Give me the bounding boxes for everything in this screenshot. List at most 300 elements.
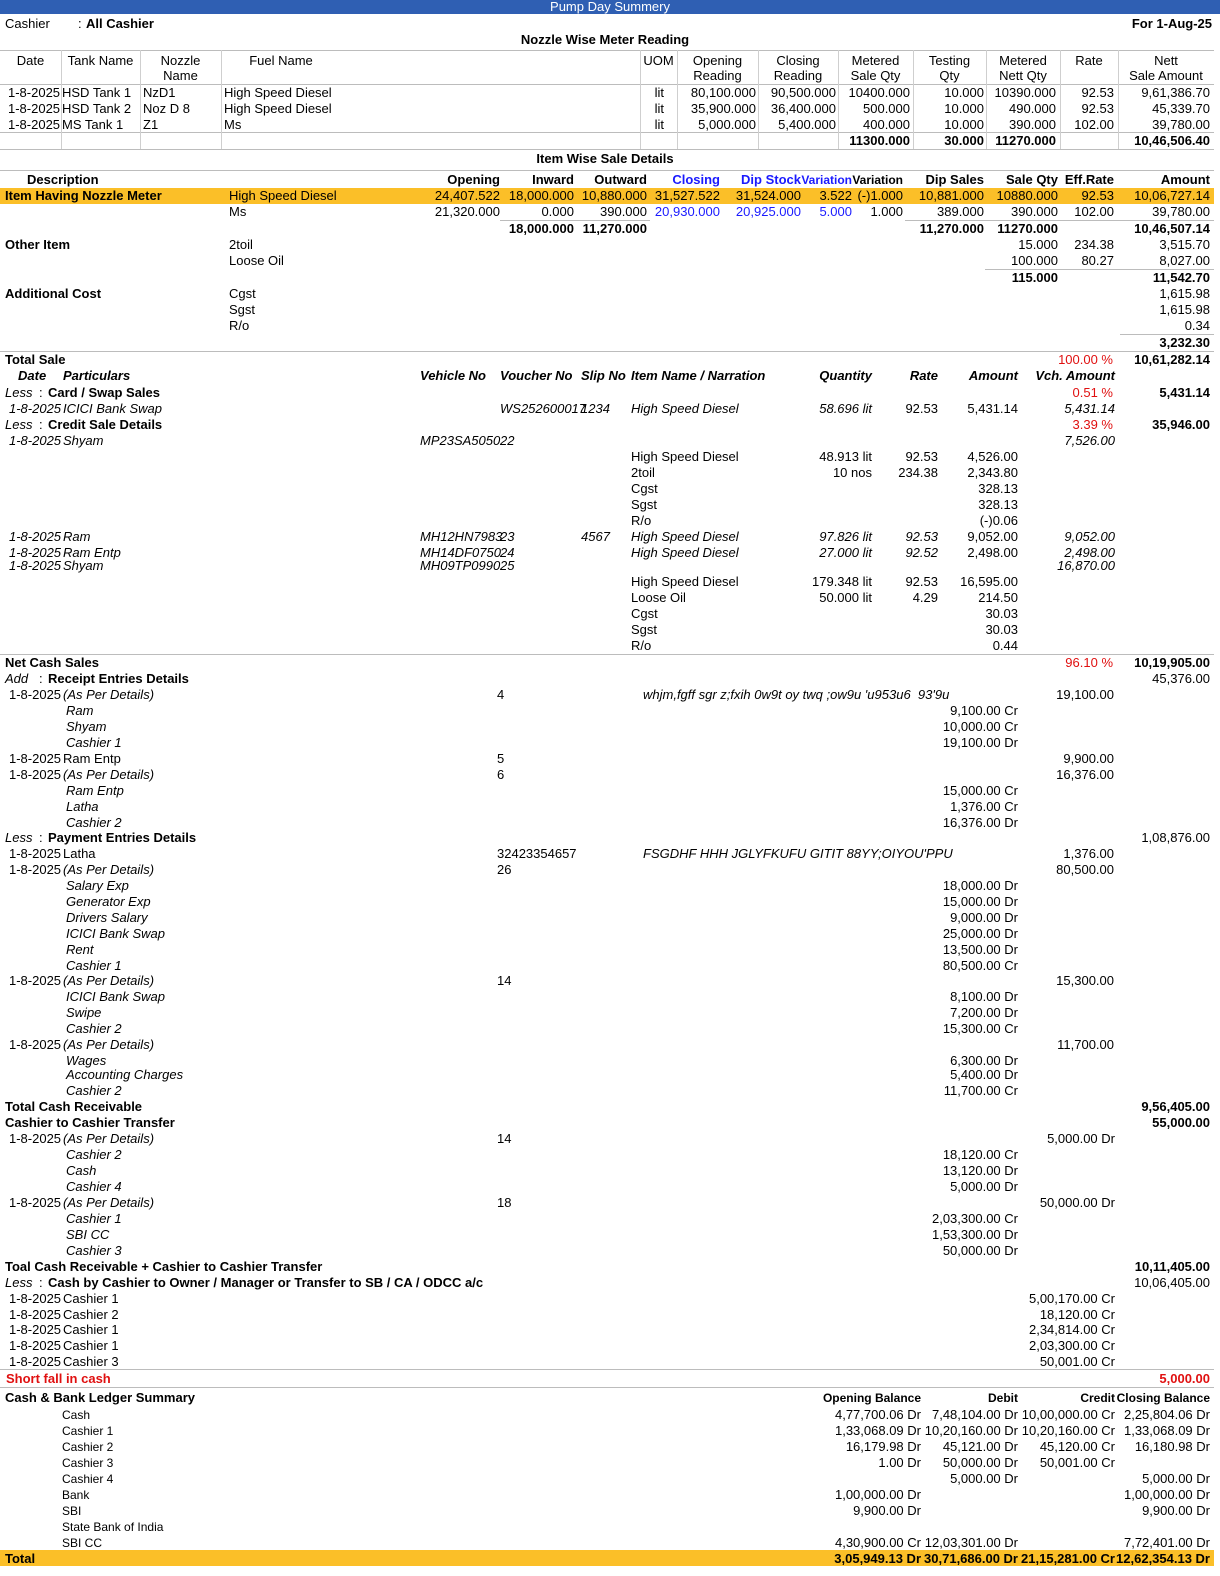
txt: 19,100.00 Dr xyxy=(942,735,1018,750)
nozzle-header: Name xyxy=(163,68,198,83)
txt: 92.52 xyxy=(905,545,938,560)
txt: 214.50 xyxy=(978,590,1018,605)
txt: High Speed Diesel xyxy=(631,401,739,416)
txt: 92.53 xyxy=(905,574,938,589)
txt: 24 xyxy=(500,545,515,560)
txt: 5,431.14 xyxy=(1159,385,1210,400)
txt: 0.44 xyxy=(992,638,1018,653)
txt: Vehicle No xyxy=(420,368,486,383)
nozzle-cell: 400.000 xyxy=(863,117,910,132)
item-cell: (-)1.000 xyxy=(857,188,903,203)
txt: 18,120.00 Cr xyxy=(942,1147,1018,1162)
nozzle-total: 11270.000 xyxy=(995,133,1056,148)
txt: 100.00 % xyxy=(1058,352,1113,367)
txt: 23 xyxy=(500,529,515,544)
txt: 27.000 lit xyxy=(819,545,872,560)
nozzle-total: 10,46,506.40 xyxy=(1134,133,1210,148)
txt: 13,120.00 Dr xyxy=(942,1163,1018,1178)
txt: Cgst xyxy=(631,481,658,496)
item-cell: 8,027.00 xyxy=(1159,253,1210,268)
txt: Amount xyxy=(968,368,1018,383)
txt: 1-8-2025 xyxy=(9,1131,62,1146)
nozzle-header: Reading xyxy=(693,68,742,83)
txt: 1,00,000.00 Dr xyxy=(834,1487,921,1502)
item-total: 11270.000 xyxy=(997,221,1058,236)
txt: 11,700.00 Cr xyxy=(943,1083,1018,1098)
item-section-title: Item Wise Sale Details xyxy=(536,151,674,166)
txt: Quantity xyxy=(819,368,872,383)
txt: 1,08,876.00 xyxy=(1141,830,1210,845)
txt: : xyxy=(39,385,43,400)
txt: Opening Balance xyxy=(822,1391,921,1405)
txt: 1,376.00 Cr xyxy=(950,799,1018,814)
txt: whjm,fgff sgr z;fxih 0w9t oy twq ;ow9u 'u953u6 93'9u xyxy=(643,687,950,702)
txt: 9,900.00 Dr xyxy=(853,1503,921,1518)
nozzle-cell: lit xyxy=(654,101,664,116)
txt: Short fall in cash xyxy=(6,1371,111,1386)
txt: 11,700.00 xyxy=(1057,1037,1114,1052)
nozzle-cell: 390.000 xyxy=(1009,117,1056,132)
txt: Sgst xyxy=(631,497,658,512)
txt: Cashier 3 xyxy=(63,1354,119,1369)
txt: 16,595.00 xyxy=(960,574,1018,589)
txt: 16,870.00 xyxy=(1057,558,1115,573)
txt: 1-8-2025 xyxy=(9,767,62,782)
nozzle-header: Metered xyxy=(999,53,1047,68)
txt: Cashier 1 xyxy=(66,1211,122,1226)
item-cell: 390.000 xyxy=(1011,204,1058,219)
nozzle-cell: Z1 xyxy=(143,117,159,132)
item-cell: 92.53 xyxy=(1081,188,1114,203)
txt: Latha xyxy=(63,846,96,861)
nozzle-cell: 1-8-2025 xyxy=(8,85,61,100)
txt: Accounting Charges xyxy=(66,1067,184,1082)
txt: 1-8-2025 xyxy=(9,1354,62,1369)
item-cell: Item Having Nozzle Meter xyxy=(5,188,162,203)
nozzle-cell: 102.00 xyxy=(1074,117,1114,132)
txt: Ram Entp xyxy=(63,545,121,560)
txt: 179.348 lit xyxy=(812,574,872,589)
txt: : xyxy=(39,671,43,686)
txt: 45,120.00 Cr xyxy=(1039,1439,1115,1454)
txt: Ram xyxy=(66,703,94,718)
txt: 18 xyxy=(497,1195,512,1210)
txt: Cashier 2 xyxy=(63,1307,119,1322)
nozzle-cell: High Speed Diesel xyxy=(224,85,332,100)
txt: 1-8-2025 xyxy=(9,862,62,877)
txt: 1-8-2025 xyxy=(9,1338,62,1353)
txt: 50,001.00 Cr xyxy=(1039,1354,1115,1369)
txt: (As Per Details) xyxy=(63,862,155,877)
nozzle-cell: lit xyxy=(654,117,664,132)
txt: FSGDHF HHH JGLYFKUFU GITIT 88YY;OIYOU'PPU xyxy=(643,846,953,861)
txt: Payment Entries Details xyxy=(48,830,197,845)
nozzle-header: Sale Amount xyxy=(1129,68,1203,83)
txt: Salary Exp xyxy=(66,878,129,893)
nozzle-cell: 10400.000 xyxy=(848,85,910,100)
txt: Cgst xyxy=(631,606,658,621)
txt: 58.696 lit xyxy=(819,401,872,416)
txt: SBI CC xyxy=(66,1227,110,1242)
txt: 92.53 xyxy=(905,401,938,416)
txt: SBI xyxy=(62,1504,82,1518)
txt: Cashier 4 xyxy=(62,1472,114,1486)
txt: 50.000 lit xyxy=(819,590,872,605)
txt: 25 xyxy=(500,558,515,573)
txt: 4 xyxy=(497,687,505,702)
txt: Cash xyxy=(66,1163,97,1178)
nozzle-section-title: Nozzle Wise Meter Reading xyxy=(520,32,690,47)
item-header: Variation xyxy=(852,173,903,187)
txt: 10,19,905.00 xyxy=(1134,655,1210,670)
txt: Less xyxy=(5,417,33,432)
txt: 35,946.00 xyxy=(1152,417,1210,432)
txt: 9,900.00 xyxy=(1063,751,1114,766)
txt: 19,100.00 xyxy=(1056,687,1114,702)
nozzle-total: 11300.000 xyxy=(849,133,910,148)
txt: Cashier 3 xyxy=(66,1243,122,1258)
nozzle-header: Opening xyxy=(692,53,743,68)
txt: 80,500.00 xyxy=(1056,862,1114,877)
additional-cost-label: Additional Cost xyxy=(5,286,102,301)
item-cell: 31,524.000 xyxy=(735,188,801,203)
nozzle-cell: 5,400.000 xyxy=(778,117,836,132)
txt: 1-8-2025 xyxy=(9,687,62,702)
item-header: Eff.Rate xyxy=(1064,172,1114,187)
txt: 1,33,068.09 Dr xyxy=(834,1423,921,1438)
txt: 15,300.00 xyxy=(1056,973,1114,988)
txt: High Speed Diesel xyxy=(631,545,739,560)
txt: 10,00,000.00 Cr xyxy=(1021,1407,1115,1422)
nozzle-header: Date xyxy=(16,53,45,68)
txt: 10 nos xyxy=(832,465,872,480)
txt: 45,121.00 Dr xyxy=(942,1439,1018,1454)
item-header: Opening xyxy=(447,172,500,187)
item-cell: 1,615.98 xyxy=(1159,302,1210,317)
txt: Cashier 2 xyxy=(66,1021,122,1036)
item-cell: 102.00 xyxy=(1074,204,1114,219)
item-header: Sale Qty xyxy=(1005,172,1058,187)
txt: 4.29 xyxy=(912,590,938,605)
txt: MH09TP0990 xyxy=(420,558,501,573)
txt: 16,179.98 Dr xyxy=(845,1439,921,1454)
txt: 25,000.00 Dr xyxy=(942,926,1018,941)
item-cell: 0.34 xyxy=(1184,318,1210,333)
txt: Cash xyxy=(62,1408,91,1422)
txt: 1-8-2025 xyxy=(9,846,62,861)
txt: (As Per Details) xyxy=(63,1195,155,1210)
txt: 10,20,160.00 Cr xyxy=(1021,1423,1115,1438)
item-header: Description xyxy=(27,172,99,187)
txt: High Speed Diesel xyxy=(631,449,739,464)
txt: Cashier 2 xyxy=(66,815,122,830)
nozzle-header: Testing xyxy=(928,53,971,68)
item-header: Inward xyxy=(532,172,574,187)
nozzle-header: Nozzle xyxy=(160,53,201,68)
txt: ICICI Bank Swap xyxy=(66,926,165,941)
item-cell: 100.000 xyxy=(1011,253,1058,268)
txt: R/o xyxy=(631,638,652,653)
txt: Ram Entp xyxy=(66,783,124,798)
txt: 2,343.80 xyxy=(967,465,1018,480)
txt: 16,376.00 Dr xyxy=(942,815,1018,830)
txt: MH14DF0750 xyxy=(420,545,501,560)
txt: 15,300.00 Cr xyxy=(942,1021,1018,1036)
txt: 55,000.00 xyxy=(1152,1115,1210,1130)
rule xyxy=(0,1387,1214,1388)
txt: Voucher No xyxy=(500,368,573,383)
txt: 1,33,068.09 Dr xyxy=(1123,1423,1210,1438)
item-cell: R/o xyxy=(229,318,250,333)
txt: 5,000.00 Dr xyxy=(950,1179,1018,1194)
nozzle-cell: lit xyxy=(654,85,664,100)
item-cell: Cgst xyxy=(229,286,256,301)
report-date: For 1-Aug-25 xyxy=(1131,16,1212,31)
txt: 10,11,405.00 xyxy=(1134,1259,1210,1274)
item-header: Outward xyxy=(594,172,647,187)
txt: 5,000.00 Dr xyxy=(1047,1131,1115,1146)
txt: Credit xyxy=(1080,1391,1115,1405)
nozzle-cell: 10.000 xyxy=(944,85,984,100)
txt: (As Per Details) xyxy=(63,973,155,988)
txt: Receipt Entries Details xyxy=(48,671,189,686)
item-cell: High Speed Diesel xyxy=(229,188,337,203)
nozzle-header: Sale Qty xyxy=(850,68,901,83)
txt: 4,526.00 xyxy=(967,449,1018,464)
txt: Shyam xyxy=(66,719,107,734)
txt: 1-8-2025 xyxy=(9,1195,62,1210)
nozzle-cell: 500.000 xyxy=(863,101,910,116)
nozzle-cell: 90,500.000 xyxy=(770,85,836,100)
txt: 6,300.00 Dr xyxy=(950,1053,1018,1068)
txt: Add xyxy=(5,671,29,686)
txt: 5,000.00 Dr xyxy=(950,1471,1018,1486)
txt: 328.13 xyxy=(978,481,1018,496)
item-cell: 21,320.000 xyxy=(434,204,500,219)
rule xyxy=(0,170,1214,171)
txt: Drivers Salary xyxy=(66,910,148,925)
txt: High Speed Diesel xyxy=(631,574,739,589)
item-cell: 80.27 xyxy=(1081,253,1114,268)
item-header: Dip Sales xyxy=(925,172,984,187)
txt: 1-8-2025 xyxy=(9,1037,62,1052)
txt: Total xyxy=(5,1551,36,1566)
txt: 96.10 % xyxy=(1065,655,1113,670)
txt: Rate xyxy=(909,368,938,383)
txt: Total Cash Receivable xyxy=(5,1099,143,1114)
nozzle-cell: 10.000 xyxy=(944,101,984,116)
txt: 5,431.14 xyxy=(1064,401,1115,416)
txt: 92.53 xyxy=(905,529,938,544)
txt: Loose Oil xyxy=(631,590,686,605)
item-cell: 39,780.00 xyxy=(1152,204,1210,219)
cashier-label: Cashier xyxy=(5,16,50,31)
item-cell: 1.000 xyxy=(870,204,903,219)
item-cell: 2toil xyxy=(229,237,253,252)
item-cell: 389.000 xyxy=(937,204,984,219)
txt: Generator Exp xyxy=(66,894,151,909)
txt: 1-8-2025 xyxy=(9,545,62,560)
item-cell: 10880.000 xyxy=(996,188,1058,203)
item-cell: Sgst xyxy=(229,302,256,317)
other-item-label: Other Item xyxy=(5,237,71,252)
txt: Cashier 1 xyxy=(63,1291,119,1306)
txt: 5,431.14 xyxy=(967,401,1018,416)
txt: Ram Entp xyxy=(63,751,121,766)
txt: : xyxy=(39,417,43,432)
nozzle-cell: 92.53 xyxy=(1081,85,1114,100)
nozzle-total: 30.000 xyxy=(944,133,984,148)
txt: 1-8-2025 xyxy=(9,973,62,988)
txt: (As Per Details) xyxy=(63,687,155,702)
txt: Closing Balance xyxy=(1116,1391,1210,1405)
nozzle-cell: 80,100.000 xyxy=(690,85,756,100)
txt: 9,900.00 Dr xyxy=(1142,1503,1210,1518)
item-cell: 24,407.522 xyxy=(434,188,500,203)
item-cell: 31,527.522 xyxy=(654,188,720,203)
txt: 30.03 xyxy=(985,622,1018,637)
txt: 21,15,281.00 Cr xyxy=(1021,1551,1115,1566)
txt: 1.00 Dr xyxy=(878,1455,921,1470)
txt: 4,30,900.00 Cr xyxy=(834,1535,921,1550)
txt: MP23SA5050 xyxy=(420,433,501,448)
nozzle-cell: NzD1 xyxy=(143,85,176,100)
txt: (As Per Details) xyxy=(63,767,155,782)
txt: Net Cash Sales xyxy=(5,655,99,670)
txt: Latha xyxy=(66,799,99,814)
report-title: Pump Day Summery xyxy=(550,0,670,14)
txt: Cashier 1 xyxy=(66,958,122,973)
item-cell: 5.000 xyxy=(819,204,852,219)
txt: 9,56,405.00 xyxy=(1141,1099,1210,1114)
txt: Swipe xyxy=(66,1005,102,1020)
txt: MH12HN7983 xyxy=(420,529,503,544)
nozzle-cell: 35,900.000 xyxy=(690,101,756,116)
item-header: Amount xyxy=(1160,172,1210,187)
txt: 6 xyxy=(497,767,505,782)
nozzle-cell: HSD Tank 1 xyxy=(62,85,132,100)
txt: 22 xyxy=(500,433,515,448)
txt: Rent xyxy=(66,942,94,957)
txt: 1,00,000.00 Dr xyxy=(1123,1487,1210,1502)
item-cell: 1,615.98 xyxy=(1159,286,1210,301)
item-total: 11,270.000 xyxy=(919,221,984,236)
txt: 5,000.00 xyxy=(1159,1371,1210,1386)
txt: 0.51 % xyxy=(1072,385,1113,400)
txt: 15,000.00 Dr xyxy=(942,894,1018,909)
txt: : xyxy=(39,1275,43,1290)
nozzle-cell: 45,339.70 xyxy=(1152,101,1210,116)
txt: WS252600017 xyxy=(500,401,587,416)
nozzle-header: Reading xyxy=(773,68,823,83)
txt: 1-8-2025 xyxy=(9,401,62,416)
txt: 15,000.00 Cr xyxy=(942,783,1018,798)
txt: 10,61,282.14 xyxy=(1134,352,1210,367)
item-total: 11,542.70 xyxy=(1152,270,1210,285)
nozzle-header: Nett Qty xyxy=(999,68,1047,83)
txt: 1,376.00 xyxy=(1063,846,1114,861)
item-total: 18,000.000 xyxy=(508,221,574,236)
txt: 13,500.00 Dr xyxy=(942,942,1018,957)
nozzle-cell: 1-8-2025 xyxy=(8,101,61,116)
txt: Less xyxy=(5,1275,33,1290)
item-cell: 15.000 xyxy=(1018,237,1058,252)
txt: 50,000.00 Dr xyxy=(942,1455,1018,1470)
txt: 1-8-2025 xyxy=(9,529,62,544)
txt: Cashier 4 xyxy=(66,1179,122,1194)
txt: 328.13 xyxy=(978,497,1018,512)
txt: 7,200.00 Dr xyxy=(950,1005,1018,1020)
txt: 50,000.00 Dr xyxy=(1039,1195,1115,1210)
item-cell: 10,881.000 xyxy=(918,188,984,203)
item-header: Variation xyxy=(801,173,852,187)
txt: 9,052.00 xyxy=(1064,529,1115,544)
nozzle-cell: 9,61,386.70 xyxy=(1141,85,1210,100)
txt: 2,25,804.06 Dr xyxy=(1123,1407,1210,1422)
txt: 5,400.00 Dr xyxy=(950,1067,1018,1082)
txt: Cashier 2 xyxy=(66,1083,122,1098)
txt: Card / Swap Sales xyxy=(48,385,160,400)
txt: Cashier 1 xyxy=(62,1424,114,1438)
txt: 30,71,686.00 Dr xyxy=(924,1551,1018,1566)
txt: Shyam xyxy=(63,433,104,448)
txt: 16,376.00 xyxy=(1056,767,1114,782)
txt: 9,000.00 Dr xyxy=(950,910,1018,925)
txt: (-)0.06 xyxy=(979,513,1018,528)
txt: R/o xyxy=(631,513,652,528)
txt: 1,53,300.00 Dr xyxy=(931,1227,1018,1242)
nozzle-header: Closing xyxy=(776,53,820,68)
txt: 5,00,170.00 Cr xyxy=(1028,1291,1115,1306)
txt: 10,06,405.00 xyxy=(1134,1275,1210,1290)
item-cell: 10,06,727.14 xyxy=(1134,188,1210,203)
txt: 50,000.00 Dr xyxy=(942,1243,1018,1258)
nozzle-header: Nett xyxy=(1154,53,1178,68)
txt: Total Sale xyxy=(5,352,66,367)
nozzle-header: Rate xyxy=(1075,53,1103,68)
txt: 1-8-2025 xyxy=(9,1307,62,1322)
txt: 10,000.00 Cr xyxy=(942,719,1018,734)
txt: 8,100.00 Dr xyxy=(950,989,1018,1004)
txt: : xyxy=(39,830,43,845)
item-cell: 234.38 xyxy=(1074,237,1114,252)
txt: 32423354657 xyxy=(497,846,577,861)
item-total: 10,46,507.14 xyxy=(1134,221,1210,236)
item-cell: Ms xyxy=(229,204,247,219)
txt: Cashier 1 xyxy=(63,1338,119,1353)
txt: 2,03,300.00 Cr xyxy=(1028,1338,1115,1353)
txt: Particulars xyxy=(63,368,131,383)
txt: ICICI Bank Swap xyxy=(66,989,165,1004)
txt: 18,000.00 Dr xyxy=(942,878,1018,893)
nozzle-cell: 10390.000 xyxy=(994,85,1056,100)
txt: 26 xyxy=(497,862,512,877)
item-cell: 390.000 xyxy=(600,204,647,219)
nozzle-cell: MS Tank 1 xyxy=(62,117,124,132)
item-cell: 3.522 xyxy=(819,188,852,203)
txt: Date xyxy=(18,368,47,383)
txt: 16,180.98 Dr xyxy=(1134,1439,1210,1454)
txt: 2,03,300.00 Cr xyxy=(931,1211,1018,1226)
nozzle-cell: Noz D 8 xyxy=(143,101,190,116)
txt: Bank xyxy=(62,1488,90,1502)
nozzle-cell: 39,780.00 xyxy=(1152,117,1210,132)
txt: 10,20,160.00 Dr xyxy=(924,1423,1018,1438)
txt: Cashier 3 xyxy=(62,1456,114,1470)
nozzle-cell: 5,000.000 xyxy=(698,117,756,132)
txt: Sgst xyxy=(631,622,658,637)
txt: Slip No xyxy=(581,368,626,383)
